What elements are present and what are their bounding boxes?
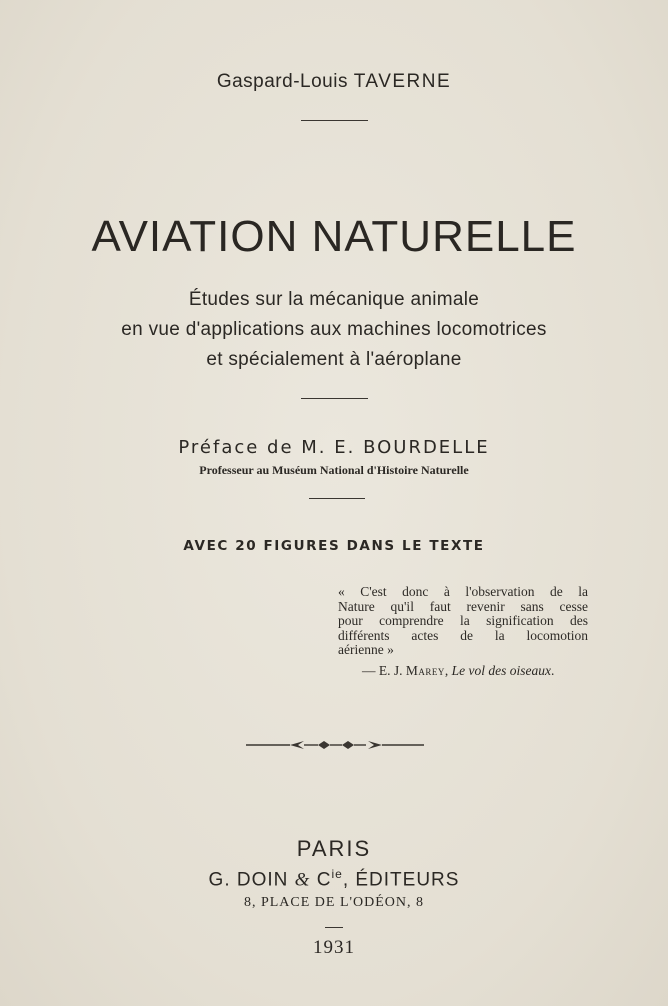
- subtitle-line: en vue d'applications aux machines locomotrices: [121, 319, 547, 340]
- divider-rule: [301, 120, 368, 121]
- subtitle-line: Études sur la mécanique animale: [188, 289, 480, 310]
- attribution-initials: E. J.: [378, 663, 403, 678]
- author-first-name: Gaspard-Louis: [216, 71, 348, 92]
- publisher-name: G. DOIN: [208, 869, 289, 891]
- epigraph-line: différents actes de la locomotion: [338, 627, 588, 643]
- publisher-co: C: [316, 869, 332, 891]
- author-last-name: TAVERNE: [353, 71, 452, 92]
- subtitle-line: et spécialement à l'aéroplane: [206, 349, 462, 370]
- epigraph-attribution: — E. J. Marey, Le vol des oiseaux.: [362, 663, 555, 678]
- epigraph-line: Nature qu'il faut revenir sans cesse: [338, 598, 588, 614]
- publisher-role: , ÉDITEURS: [342, 869, 460, 891]
- attribution-name: Marey: [405, 663, 445, 678]
- ornament-icon: [246, 737, 426, 753]
- imprint-publisher: [0, 867, 668, 891]
- epigraph-line: aérienne »: [338, 642, 394, 657]
- divider-rule: [309, 498, 365, 499]
- divider-rule: [301, 398, 368, 399]
- book-title: AVIATION NATURELLE: [91, 212, 577, 261]
- epigraph: [338, 585, 588, 658]
- epigraph-line: pour comprendre la signification des: [338, 613, 588, 628]
- attribution-work: Le vol des oiseaux: [451, 663, 551, 678]
- imprint-city: PARIS: [296, 836, 372, 861]
- figures-note: AVEC 20 FIGURES DANS LE TEXTE: [183, 538, 485, 554]
- divider-rule: [325, 927, 343, 928]
- publisher-ampersand: &: [294, 869, 311, 891]
- epigraph-line: « C'est donc à l'observation de la: [338, 584, 588, 599]
- imprint-year: 1931: [313, 937, 355, 958]
- publisher-co-sup: ie: [331, 867, 343, 881]
- preface-line: Préface de M. E. BOURDELLE: [178, 437, 490, 458]
- author: [0, 71, 668, 93]
- preface-affiliation: Professeur au Muséum National d'Histoire Naturelle: [199, 463, 469, 477]
- imprint-address: 8, PLACE DE L'ODÉON, 8: [243, 895, 425, 910]
